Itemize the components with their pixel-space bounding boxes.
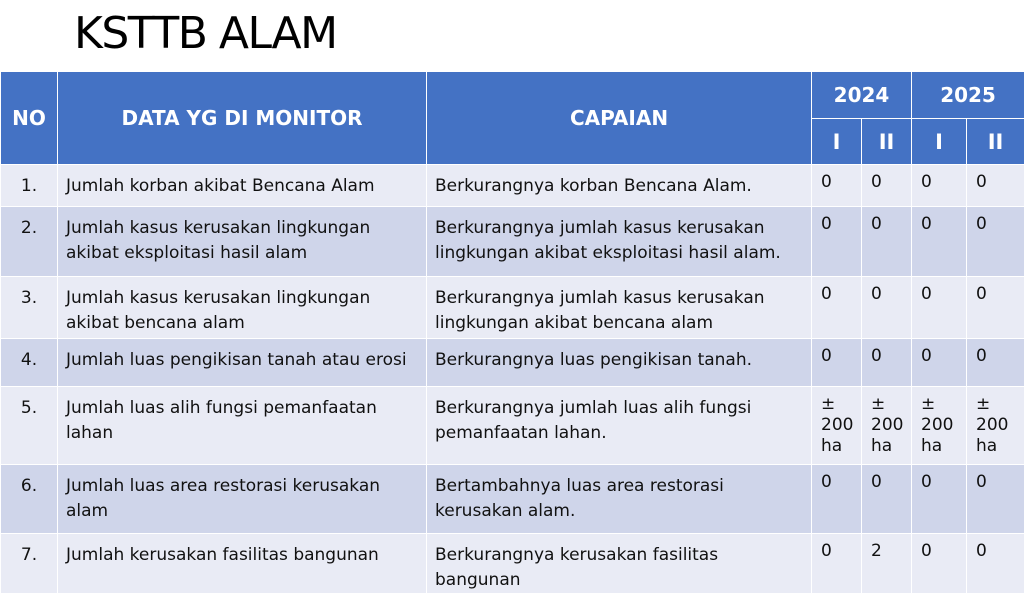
row-value: 2	[862, 534, 912, 594]
row-capaian: Berkurangnya jumlah kasus kerusakan lingkungan akibat eksploitasi hasil alam.	[427, 207, 812, 277]
row-value: ± 200 ha	[862, 387, 912, 465]
row-data: Jumlah luas area restorasi kerusakan alam	[58, 465, 427, 534]
row-number: 3.	[1, 277, 58, 339]
header-year-2025: 2025	[912, 72, 1024, 119]
row-value: ± 200 ha	[812, 387, 862, 465]
table-row	[1, 534, 1024, 594]
row-capaian: Berkurangnya korban Bencana Alam.	[427, 165, 812, 207]
header-period: II	[862, 119, 912, 165]
row-value: 0	[862, 207, 912, 277]
table-row	[1, 339, 1024, 387]
row-number: 1.	[1, 165, 58, 207]
row-data: Jumlah luas pengikisan tanah atau erosi	[58, 339, 427, 387]
row-value: 0	[862, 339, 912, 387]
row-number: 5.	[1, 387, 58, 465]
header-period: I	[912, 119, 967, 165]
row-value: 0	[912, 207, 967, 277]
row-data: Jumlah korban akibat Bencana Alam	[58, 165, 427, 207]
row-capaian: Bertambahnya luas area restorasi kerusakan alam.	[427, 465, 812, 534]
header-period: I	[812, 119, 862, 165]
row-value: 0	[967, 165, 1024, 207]
table-row	[1, 387, 1024, 465]
row-value: 0	[812, 339, 862, 387]
row-value: 0	[862, 165, 912, 207]
row-data: Jumlah kasus kerusakan lingkungan akibat eksploitasi hasil alam	[58, 207, 427, 277]
slide-title: KSTTB ALAM	[74, 6, 337, 62]
table-row	[1, 165, 1024, 207]
row-value: ± 200 ha	[967, 387, 1024, 465]
row-capaian: Berkurangnya luas pengikisan tanah.	[427, 339, 812, 387]
row-value: 0	[862, 277, 912, 339]
row-value: 0	[912, 534, 967, 594]
row-value: 0	[967, 277, 1024, 339]
row-value: 0	[862, 465, 912, 534]
row-capaian: Berkurangnya kerusakan fasilitas bangunan	[427, 534, 812, 594]
row-capaian: Berkurangnya jumlah kasus kerusakan lingkungan akibat bencana alam	[427, 277, 812, 339]
row-number: 7.	[1, 534, 58, 594]
row-value: 0	[812, 277, 862, 339]
row-number: 4.	[1, 339, 58, 387]
table-row	[1, 465, 1024, 534]
header-data: DATA YG DI MONITOR	[58, 72, 427, 165]
table-row	[1, 207, 1024, 277]
row-value: 0	[812, 534, 862, 594]
header-year-2024: 2024	[812, 72, 912, 119]
table-row	[1, 277, 1024, 339]
row-value: 0	[812, 165, 862, 207]
row-value: 0	[967, 465, 1024, 534]
row-value: 0	[812, 207, 862, 277]
row-value: 0	[912, 277, 967, 339]
row-data: Jumlah kasus kerusakan lingkungan akibat bencana alam	[58, 277, 427, 339]
header-no: NO	[1, 72, 58, 165]
row-data: Jumlah luas alih fungsi pemanfaatan lahan	[58, 387, 427, 465]
row-data: Jumlah kerusakan fasilitas bangunan	[58, 534, 427, 594]
row-value: 0	[967, 339, 1024, 387]
row-capaian: Berkurangnya jumlah luas alih fungsi pemanfaatan lahan.	[427, 387, 812, 465]
row-value: 0	[967, 534, 1024, 594]
header-period: II	[967, 119, 1024, 165]
row-value: 0	[912, 165, 967, 207]
row-number: 2.	[1, 207, 58, 277]
monitoring-table	[0, 71, 1024, 594]
row-value: ± 200 ha	[912, 387, 967, 465]
header-capaian: CAPAIAN	[427, 72, 812, 165]
row-number: 6.	[1, 465, 58, 534]
row-value: 0	[967, 207, 1024, 277]
row-value: 0	[912, 465, 967, 534]
row-value: 0	[912, 339, 967, 387]
row-value: 0	[812, 465, 862, 534]
